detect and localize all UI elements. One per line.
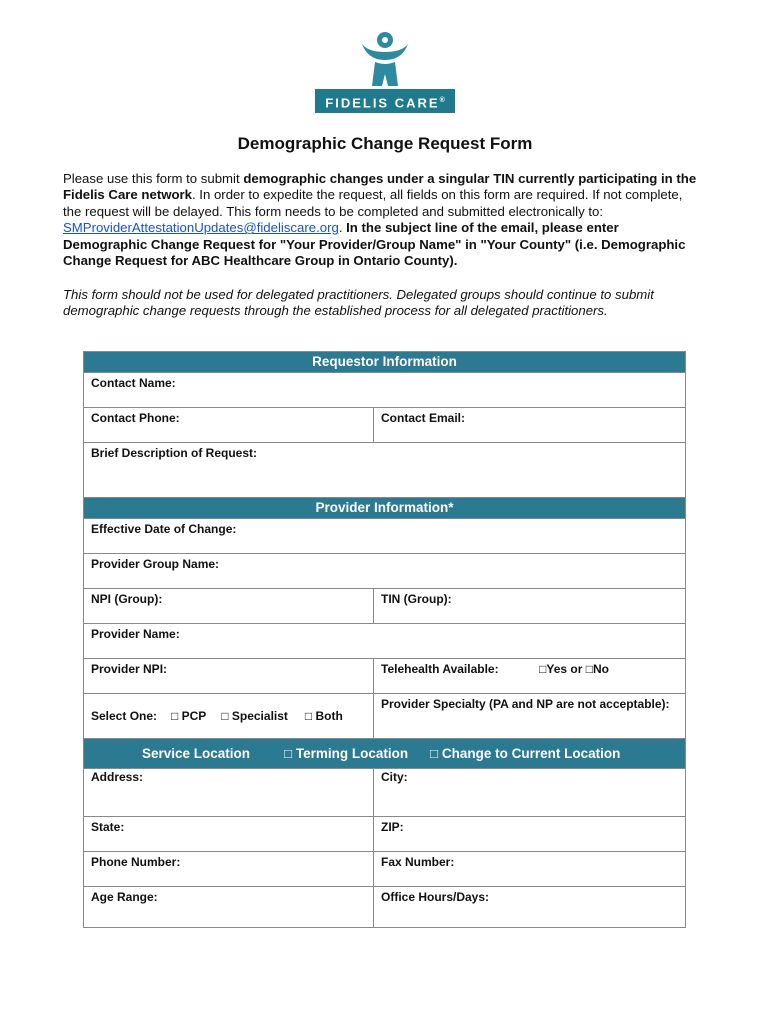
fidelis-care-logo [312,30,458,116]
age-range-field[interactable]: Age Range: [84,887,374,927]
phone-number-field[interactable]: Phone Number: [84,852,374,886]
provider-info-header: Provider Information* [84,498,685,519]
service-location-title: Service Location [142,746,251,761]
select-one-field: Select One: □ PCP □ Specialist □ Both [84,694,374,738]
office-hours-field[interactable]: Office Hours/Days: [381,890,490,904]
requestor-info-header: Requestor Information [84,352,685,373]
contact-name-row[interactable] [84,373,685,408]
provider-group-name-label: Provider Group Name: [91,557,220,571]
delegated-note: This form should not be used for delegated practitioners. Delegated groups should continue to submit demographic change requests through the established process for all delegated practitioners. [63,287,654,319]
brief-description-field[interactable] [84,443,685,498]
service-location-header [84,739,685,769]
address-field[interactable]: Address: [84,769,374,816]
effective-date-field[interactable] [84,519,685,554]
state-field[interactable]: State: [84,817,374,851]
zip-field[interactable]: ZIP: [381,820,404,834]
provider-npi-field[interactable]: Provider NPI: [84,659,374,693]
provider-group-name-field[interactable] [84,554,685,589]
provider-name-label: Provider Name: [91,627,180,641]
both-checkbox[interactable]: □ Both [304,709,343,723]
request-form [83,351,686,928]
pcp-checkbox[interactable]: □ PCP [171,709,207,723]
submission-email-link[interactable]: SMProviderAttestationUpdates@fideliscare.org [63,220,339,236]
specialist-checkbox[interactable]: □ Specialist [221,709,288,723]
provider-specialty-field[interactable]: Provider Specialty (PA and NP are not acceptable): [381,697,670,711]
page-title: Demographic Change Request Form [237,134,533,153]
effective-date-label: Effective Date of Change: [91,522,237,536]
telehealth-field[interactable]: Telehealth Available: □Yes or □No [374,659,685,693]
npi-group-field[interactable]: NPI (Group): [84,589,374,623]
tin-group-field[interactable]: TIN (Group): [381,592,452,606]
fax-number-field[interactable]: Fax Number: [381,855,455,869]
contact-phone-field[interactable]: Contact Phone: [84,408,374,442]
change-location-checkbox[interactable]: □ Change to Current Location [430,746,621,761]
fidelis-figure-icon [358,30,412,88]
contact-name-label: Contact Name: [91,376,176,390]
city-field[interactable]: City: [381,770,408,784]
telehealth-yes-no-checkbox[interactable]: □Yes or □No [539,662,609,676]
contact-email-field[interactable]: Contact Email: [381,411,466,425]
logo-wordmark: FIDELIS CARE® [315,89,455,113]
provider-name-field[interactable] [84,624,685,659]
intro-paragraph: Please use this form to submit demographic changes under a singular TIN currently participating in the Fidelis Care network. In order to expedite the request, all fields on this form are required. If not complete, the request will be delayed. This form needs to be completed and submitted electronically to: SMProviderAttestationUpdates@fideliscare.org. In the subject line of the email, please enter Demographic Change Request for "Your Provider/Group Name" in "Your County" (i.e. Demographic Change Request for ABC Healthcare Group in Ontario County). [63,171,697,269]
terming-location-checkbox[interactable]: □ Terming Location [284,746,409,761]
brief-description-label: Brief Description of Request: [91,446,258,460]
